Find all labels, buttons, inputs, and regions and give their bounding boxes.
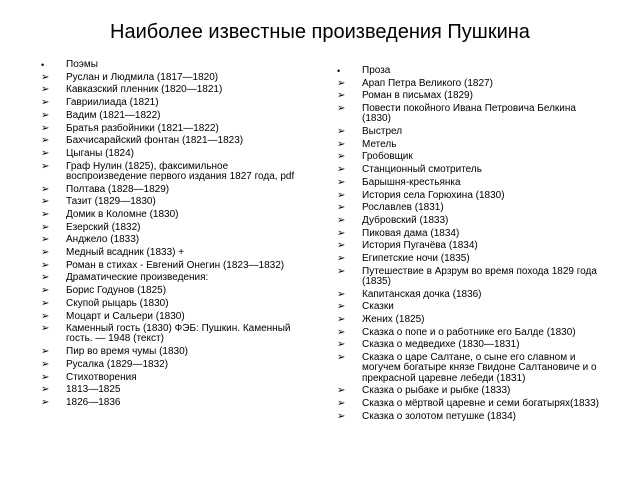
list-item — [40, 235, 312, 245]
list-item-text: Каменный гость (1830) ФЭБ: Пушкин. Каменный гость. — 1948 (текст) — [66, 323, 291, 345]
list-item-text: Сказки — [362, 301, 394, 313]
bullet-arrow-icon: ➢ — [41, 122, 50, 134]
list-item-text: Стихотворения — [66, 371, 137, 383]
bullet-arrow-icon: ➢ — [41, 358, 50, 370]
bullet-arrow-icon: ➢ — [41, 84, 50, 96]
list-item-text: Братья разбойники (1821—1822) — [66, 122, 219, 134]
list-item-text: Выстрел — [362, 126, 403, 138]
list-item-text: 1813—1825 — [66, 384, 121, 396]
bullet-arrow-icon: ➢ — [337, 314, 346, 326]
bullet-arrow-icon: ➢ — [337, 410, 346, 422]
list-item — [336, 140, 606, 150]
list-item — [336, 191, 606, 201]
list-item-text: Рославлев (1831) — [362, 202, 444, 214]
bullet-arrow-icon: ➢ — [337, 253, 346, 265]
list-item — [40, 197, 312, 207]
bullet-dot-icon: • — [337, 66, 341, 76]
bullet-arrow-icon: ➢ — [337, 339, 346, 351]
list-item — [40, 373, 312, 383]
bullet-arrow-icon: ➢ — [41, 346, 50, 358]
bullet-arrow-icon: ➢ — [41, 71, 50, 83]
list-item — [40, 162, 312, 182]
bullet-arrow-icon: ➢ — [337, 126, 346, 138]
list-item-text: Метель — [362, 138, 397, 150]
list-item — [40, 347, 312, 357]
list-item — [336, 203, 606, 213]
list-item — [336, 412, 606, 422]
list-item-text: Пиковая дама (1834) — [362, 227, 460, 239]
list-item — [40, 385, 312, 395]
list-item — [336, 152, 606, 162]
list-item — [336, 127, 606, 137]
list-item-text: Сказка о мёртвой царевне и семи богатырях(1833) — [362, 397, 599, 409]
bullet-arrow-icon: ➢ — [41, 147, 50, 159]
list-item-text: Капитанская дочка (1836) — [362, 288, 482, 300]
list-item-text: Медный всадник (1833) + — [66, 247, 185, 259]
list-item-text: Сказка о царе Салтане, о сыне его славном и могучем богатыре князе Гвидоне Салтановиче и о прекрасной царевне лебеди (1831) — [362, 352, 597, 384]
list-item — [40, 223, 312, 233]
list-item — [336, 328, 606, 338]
bullet-arrow-icon: ➢ — [337, 138, 346, 150]
list-item-text: Проза — [362, 65, 391, 76]
bullet-arrow-icon: ➢ — [41, 259, 50, 271]
slide-title: Наиболее известные произведения Пушкина — [110, 21, 530, 43]
list-item — [40, 248, 312, 258]
bullet-arrow-icon: ➢ — [41, 297, 50, 309]
bullet-arrow-icon: ➢ — [337, 326, 346, 338]
list-item — [40, 98, 312, 108]
list-item — [40, 360, 312, 370]
list-item — [336, 340, 606, 350]
bullet-arrow-icon: ➢ — [337, 385, 346, 397]
list-item-text: Гавриилиада (1821) — [66, 97, 159, 109]
list-item-text: Путешествие в Арзрум во время похода 1829 года (1835) — [362, 265, 597, 287]
list-item — [336, 104, 606, 124]
bullet-arrow-icon: ➢ — [41, 371, 50, 383]
bullet-arrow-icon: ➢ — [41, 396, 50, 408]
list-item — [336, 302, 606, 312]
list-item-text: Кавказский пленник (1820—1821) — [66, 84, 223, 96]
list-item-text: Бахчисарайский фонтан (1821—1823) — [66, 135, 244, 147]
list-item — [40, 149, 312, 159]
list-item — [40, 324, 312, 344]
list-item-text: История села Горюхина (1830) — [362, 189, 505, 201]
list-item — [336, 66, 606, 76]
bullet-dot-icon: • — [41, 60, 45, 70]
bullet-arrow-icon: ➢ — [337, 151, 346, 163]
bullet-arrow-icon: ➢ — [41, 384, 50, 396]
list-item — [336, 315, 606, 325]
list-item — [336, 91, 606, 101]
bullet-arrow-icon: ➢ — [337, 301, 346, 313]
list-item-text: Поэмы — [66, 59, 98, 70]
list-item-text: Повести покойного Ивана Петровича Белкина (1830) — [362, 103, 576, 125]
list-item — [336, 399, 606, 409]
bullet-arrow-icon: ➢ — [41, 196, 50, 208]
list-item — [336, 165, 606, 175]
bullet-arrow-icon: ➢ — [41, 97, 50, 109]
bullet-arrow-icon: ➢ — [337, 240, 346, 252]
bullet-arrow-icon: ➢ — [337, 214, 346, 226]
list-item — [40, 124, 312, 134]
list-item-text: Граф Нулин (1825), факсимильное воспроизведение первого издания 1827 года, pdf — [66, 160, 295, 182]
bullet-arrow-icon: ➢ — [41, 323, 50, 335]
list-item-text: Дубровский (1833) — [362, 214, 449, 226]
list-item-text: Борис Годунов (1825) — [66, 285, 167, 297]
list-item-text: Драматические произведения: — [66, 272, 209, 284]
list-item — [40, 299, 312, 309]
bullet-arrow-icon: ➢ — [337, 227, 346, 239]
list-item — [40, 73, 312, 83]
list-item-text: Пир во время чумы (1830) — [66, 346, 189, 358]
list-item — [40, 60, 312, 70]
list-item — [40, 136, 312, 146]
list-item-text: Сказка о золотом петушке (1834) — [362, 410, 517, 422]
bullet-arrow-icon: ➢ — [337, 77, 346, 89]
list-item — [336, 254, 606, 264]
list-item — [40, 111, 312, 121]
bullet-arrow-icon: ➢ — [41, 221, 50, 233]
list-item — [40, 398, 312, 408]
list-item-text: История Пугачёва (1834) — [362, 240, 478, 252]
list-item — [336, 386, 606, 396]
bullet-arrow-icon: ➢ — [41, 285, 50, 297]
bullet-arrow-icon: ➢ — [337, 164, 346, 176]
list-item-text: Роман в письмах (1829) — [362, 90, 473, 102]
bullet-arrow-icon: ➢ — [41, 135, 50, 147]
bullet-arrow-icon: ➢ — [41, 109, 50, 121]
bullet-arrow-icon: ➢ — [337, 352, 346, 364]
list-item — [40, 273, 312, 283]
list-item — [336, 267, 606, 287]
list-item — [336, 353, 606, 384]
list-item — [40, 312, 312, 322]
bullet-arrow-icon: ➢ — [41, 208, 50, 220]
list-item — [40, 286, 312, 296]
list-item-text: Руслан и Людмила (1817—1820) — [66, 71, 219, 83]
list-item-text: Сказка о медведихе (1830—1831) — [362, 339, 520, 351]
list-item-text: Станционный смотритель — [362, 164, 482, 176]
list-item-text: Полтава (1828—1829) — [66, 183, 170, 195]
bullet-arrow-icon: ➢ — [337, 202, 346, 214]
list-item-text: Сказка о рыбаке и рыбке (1833) — [362, 385, 511, 397]
list-item-text: Барышня-крестьянка — [362, 176, 461, 188]
poems-drama-list — [40, 60, 312, 411]
bullet-arrow-icon: ➢ — [41, 234, 50, 246]
list-item — [336, 290, 606, 300]
bullet-arrow-icon: ➢ — [41, 160, 50, 172]
list-item — [40, 261, 312, 271]
list-item — [336, 216, 606, 226]
list-item-text: Русалка (1829—1832) — [66, 358, 169, 370]
bullet-arrow-icon: ➢ — [41, 310, 50, 322]
bullet-arrow-icon: ➢ — [337, 103, 346, 115]
list-item-text: 1826—1836 — [66, 396, 121, 408]
list-item-text: Моцарт и Сальери (1830) — [66, 310, 185, 322]
list-item — [336, 79, 606, 89]
bullet-arrow-icon: ➢ — [337, 397, 346, 409]
bullet-arrow-icon: ➢ — [337, 90, 346, 102]
list-item-text: Сказка о попе и о работнике его Балде (1830) — [362, 326, 576, 338]
list-item — [40, 210, 312, 220]
list-item — [40, 85, 312, 95]
list-item-text: Тазит (1829—1830) — [66, 196, 156, 208]
bullet-arrow-icon: ➢ — [337, 265, 346, 277]
list-item — [336, 241, 606, 251]
bullet-arrow-icon: ➢ — [41, 272, 50, 284]
list-item — [336, 229, 606, 239]
list-item-text: Гробовщик — [362, 151, 413, 163]
bullet-arrow-icon: ➢ — [337, 288, 346, 300]
list-item-text: Жених (1825) — [362, 314, 425, 326]
list-item-text: Арап Петра Великого (1827) — [362, 77, 493, 89]
prose-tales-list — [336, 66, 606, 424]
list-item-text: Езерский (1832) — [66, 221, 141, 233]
list-item-text: Домик в Коломне (1830) — [66, 208, 179, 220]
list-item — [40, 185, 312, 195]
list-item-text: Скупой рыцарь (1830) — [66, 297, 169, 309]
list-item-text: Цыганы (1824) — [66, 147, 134, 159]
list-item-text: Вадим (1821—1822) — [66, 109, 161, 121]
bullet-arrow-icon: ➢ — [337, 176, 346, 188]
list-item-text: Роман в стихах - Евгений Онегин (1823—1832) — [66, 259, 285, 271]
bullet-arrow-icon: ➢ — [41, 247, 50, 259]
bullet-arrow-icon: ➢ — [41, 183, 50, 195]
list-item — [336, 178, 606, 188]
list-item-text: Анджело (1833) — [66, 234, 140, 246]
list-item-text: Египетские ночи (1835) — [362, 253, 470, 265]
bullet-arrow-icon: ➢ — [337, 189, 346, 201]
